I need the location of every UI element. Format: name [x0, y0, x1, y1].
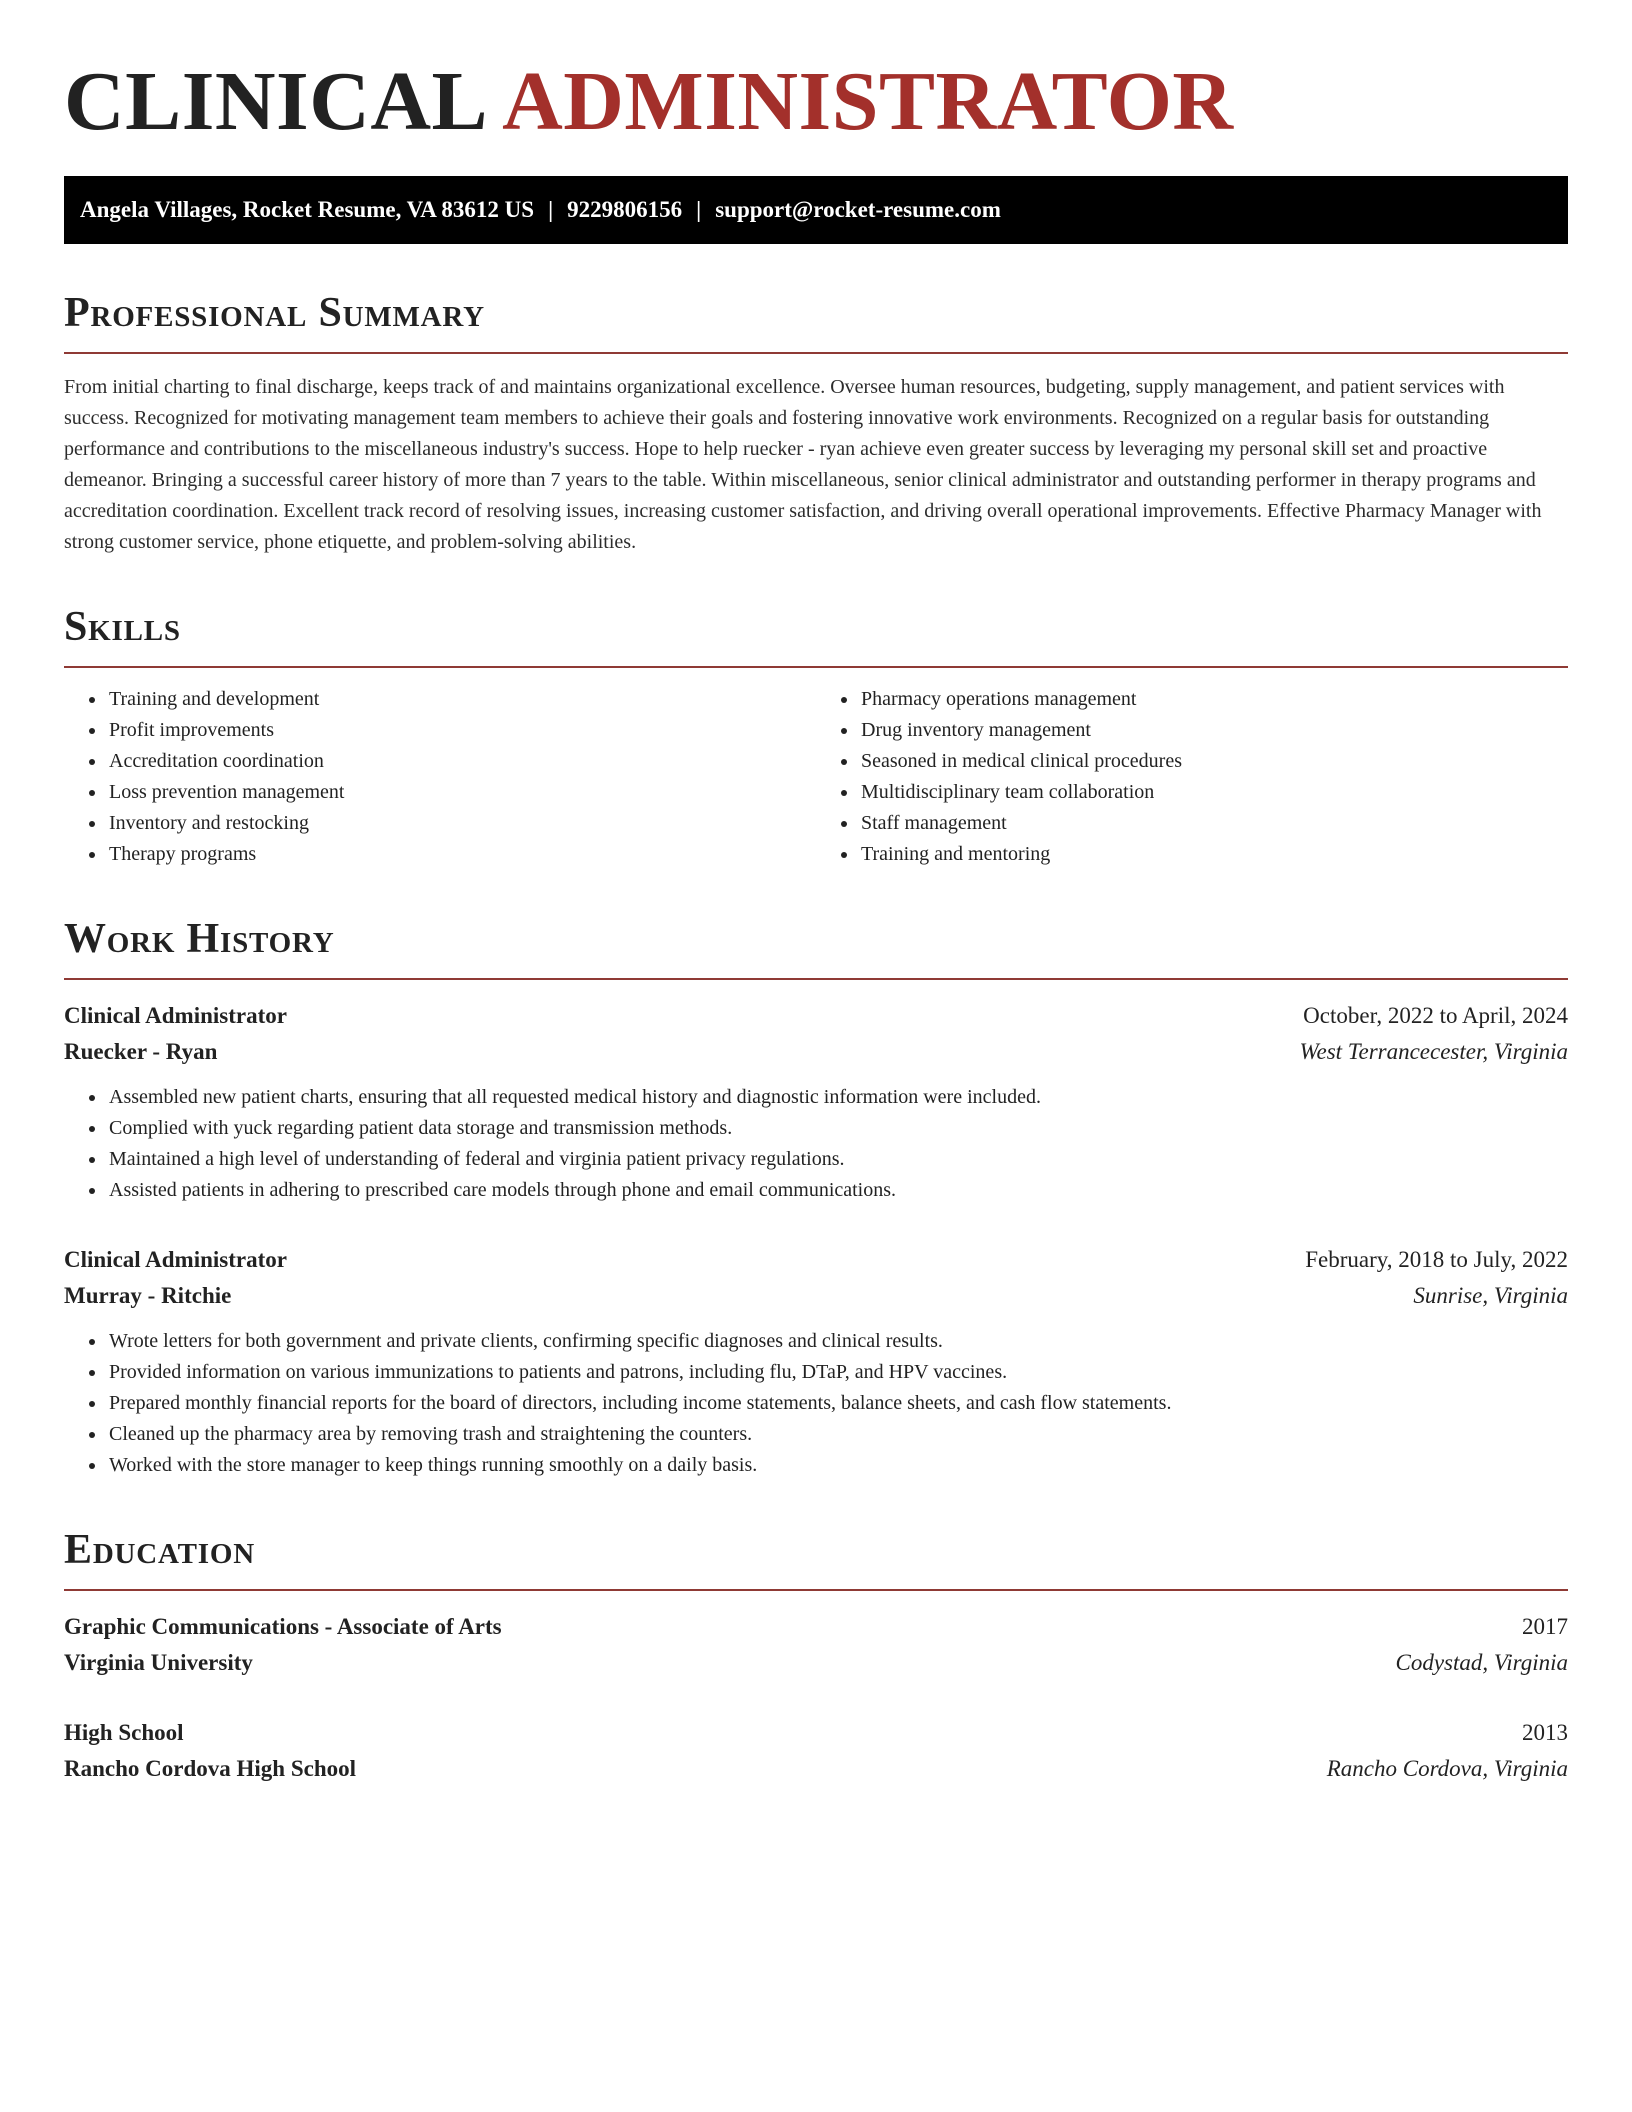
job-header-row	[64, 998, 1568, 1034]
contact-address: Angela Villages, Rocket Resume, VA 83612 US	[80, 197, 535, 222]
job-bullets	[64, 1082, 1568, 1206]
job-bullet: • Maintained a high level of understanding of federal and virginia patient privacy regulations.	[107, 1144, 1568, 1175]
job-dates: October, 2022 to April, 2024	[1303, 1003, 1568, 1028]
job-bullet: • Wrote letters for both government and private clients, confirming specific diagnoses and clinical results.	[107, 1326, 1568, 1357]
skill-item: • Loss prevention management	[107, 777, 816, 808]
education-location: Codystad, Virginia	[1395, 1650, 1568, 1675]
title-second-word: ADMINISTRATOR	[502, 55, 1234, 148]
skill-item: • Accreditation coordination	[107, 746, 816, 777]
contact-bar	[64, 176, 1568, 244]
job-bullet: • Prepared monthly financial reports for the board of directors, including income statements, balance sheets, and cash flow statements.	[107, 1388, 1568, 1419]
education-year: 2017	[1522, 1614, 1568, 1639]
job-bullet: • Cleaned up the pharmacy area by removing trash and straightening the counters.	[107, 1419, 1568, 1450]
skill-item: • Seasoned in medical clinical procedures	[859, 746, 1568, 777]
job-title: Clinical Administrator	[64, 1003, 287, 1028]
job-location: West Terrancecester, Virginia	[1299, 1039, 1568, 1064]
education-entry	[64, 1715, 1568, 1787]
skills-column-right	[816, 684, 1568, 870]
skills-heading: Skills	[64, 602, 1568, 668]
education-heading: Education	[64, 1525, 1568, 1591]
job-bullet: • Complied with yuck regarding patient data storage and transmission methods.	[107, 1113, 1568, 1144]
job-entry	[64, 1242, 1568, 1481]
contact-separator: |	[548, 197, 554, 222]
job-bullets	[64, 1326, 1568, 1481]
resume-title	[64, 52, 1568, 152]
job-bullet: • Assembled new patient charts, ensuring that all requested medical history and diagnostic information were included.	[107, 1082, 1568, 1113]
job-header-row	[64, 1242, 1568, 1278]
education-degree-row	[64, 1715, 1568, 1751]
skill-item: • Therapy programs	[107, 839, 816, 870]
education-school: Virginia University	[64, 1650, 253, 1675]
skill-item: • Staff management	[859, 808, 1568, 839]
skill-item: • Training and mentoring	[859, 839, 1568, 870]
skill-item: • Inventory and restocking	[107, 808, 816, 839]
job-company-row	[64, 1278, 1568, 1314]
summary-heading: Professional Summary	[64, 288, 1568, 354]
contact-email: support@rocket-resume.com	[715, 197, 1001, 222]
skill-item: • Profit improvements	[107, 715, 816, 746]
skills-list	[64, 684, 1568, 870]
education-degree: Graphic Communications - Associate of Arts	[64, 1614, 502, 1639]
skill-item: • Training and development	[107, 684, 816, 715]
job-company: Murray - Ritchie	[64, 1283, 232, 1308]
job-company-row	[64, 1034, 1568, 1070]
contact-separator: |	[696, 197, 702, 222]
education-degree: High School	[64, 1720, 184, 1745]
education-school: Rancho Cordova High School	[64, 1756, 357, 1781]
job-dates: February, 2018 to July, 2022	[1305, 1247, 1568, 1272]
job-company: Ruecker - Ryan	[64, 1039, 218, 1064]
education-entry	[64, 1609, 1568, 1681]
title-first-word: CLINICAL	[64, 55, 489, 148]
job-title: Clinical Administrator	[64, 1247, 287, 1272]
job-location: Sunrise, Virginia	[1413, 1283, 1568, 1308]
education-year: 2013	[1522, 1720, 1568, 1745]
summary-text: From initial charting to final discharge, keeps track of and maintains organizational excellence. Oversee human resources, budgeting, supply management, and patient services with success. Recognized for motivating management team members to achieve their goals and fostering innovative work environments. Recognized on a regular basis for outstanding performance and contributions to the miscellaneous industry's success. Hope to help ruecker - ryan achieve even greater success by leveraging my personal skill set and proactive demeanor. Bringing a successful career history of more than 7 years to the table. Within miscellaneous, senior clinical administrator and outstanding performer in therapy programs and accreditation coordination. Excellent track record of resolving issues, increasing customer satisfaction, and driving overall operational improvements. Effective Pharmacy Manager with strong customer service, phone etiquette, and problem-solving abilities.	[64, 376, 1542, 553]
skill-item: • Pharmacy operations management	[859, 684, 1568, 715]
skill-item: • Multidisciplinary team collaboration	[859, 777, 1568, 808]
job-entry	[64, 998, 1568, 1206]
job-bullet: • Provided information on various immunizations to patients and patrons, including flu, DTaP, and HPV vaccines.	[107, 1357, 1568, 1388]
education-degree-row	[64, 1609, 1568, 1645]
skills-column-left	[64, 684, 816, 870]
job-bullet: • Assisted patients in adhering to prescribed care models through phone and email communications.	[107, 1175, 1568, 1206]
education-school-row	[64, 1645, 1568, 1681]
work-history-heading: Work History	[64, 914, 1568, 980]
education-list	[64, 1609, 1568, 1787]
contact-phone: 9229806156	[567, 197, 683, 222]
job-bullet: • Worked with the store manager to keep things running smoothly on a daily basis.	[107, 1450, 1568, 1481]
education-school-row	[64, 1751, 1568, 1787]
skill-item: • Drug inventory management	[859, 715, 1568, 746]
education-location: Rancho Cordova, Virginia	[1326, 1756, 1568, 1781]
